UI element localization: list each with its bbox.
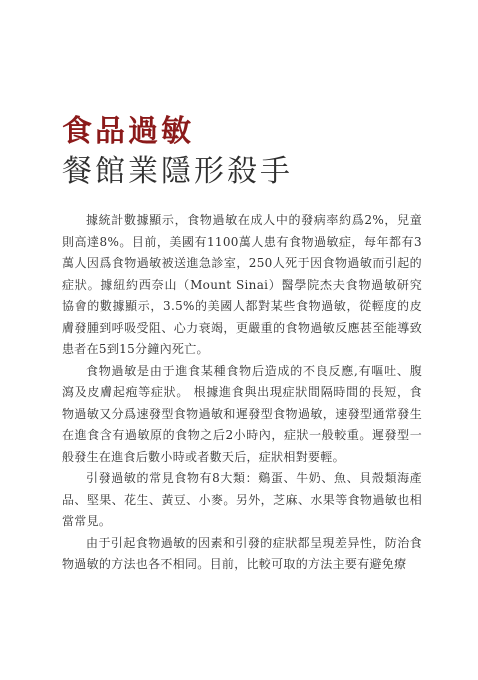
article-title: 食品過敏 [62,114,194,149]
paragraph-2: 食物過敏是由于進食某種食物后造成的不良反應,有嘔吐、腹瀉及皮膚起疱等症狀。 根據進食與出現症狀間隔時間的長短，食物過敏又分爲速發型食物過敏和遲發型食物過敏，速發型通常發生在進食含有過敏原的食物之后2小時內，症狀一般較重。遲發型一般發生在進食后數小時或者數天后，症狀相對要輕。 [62,363,422,464]
paragraph-4: 由于引起食物過敏的因素和引發的症狀都呈現差异性，防治食物過敏的方法也各不相同。目前，比較可取的方法主要有避免療 [62,535,422,571]
paragraph-3: 引發過敏的常見食物有8大類：鷄蛋、牛奶、魚、貝殼類海產品、堅果、花生、黃豆、小麥。另外，芝麻、水果等食物過敏也相當常見。 [62,471,422,528]
paragraph-1: 據統計數據顯示，食物過敏在成人中的發病率約爲2%，兒童則高達8%。目前，美國有1100萬人患有食物過敏症，每年都有3萬人因爲食物過敏被送進急診室，250人死于因食物過敏而引起的症狀。據紐約西奈山（Mount Sinai）醫學院杰夫食物過敏研究協會的數據顯示，3.5%的美國人都對某些食物過敏，從輕度的皮膚發腫到呼吸受阻、心力衰竭，更嚴重的食物過敏反應甚至能導致患者在5到15分鐘內死亡。 [62,213,422,356]
article-body [62,210,422,576]
article-subtitle: 餐館業隱形殺手 [62,154,293,189]
